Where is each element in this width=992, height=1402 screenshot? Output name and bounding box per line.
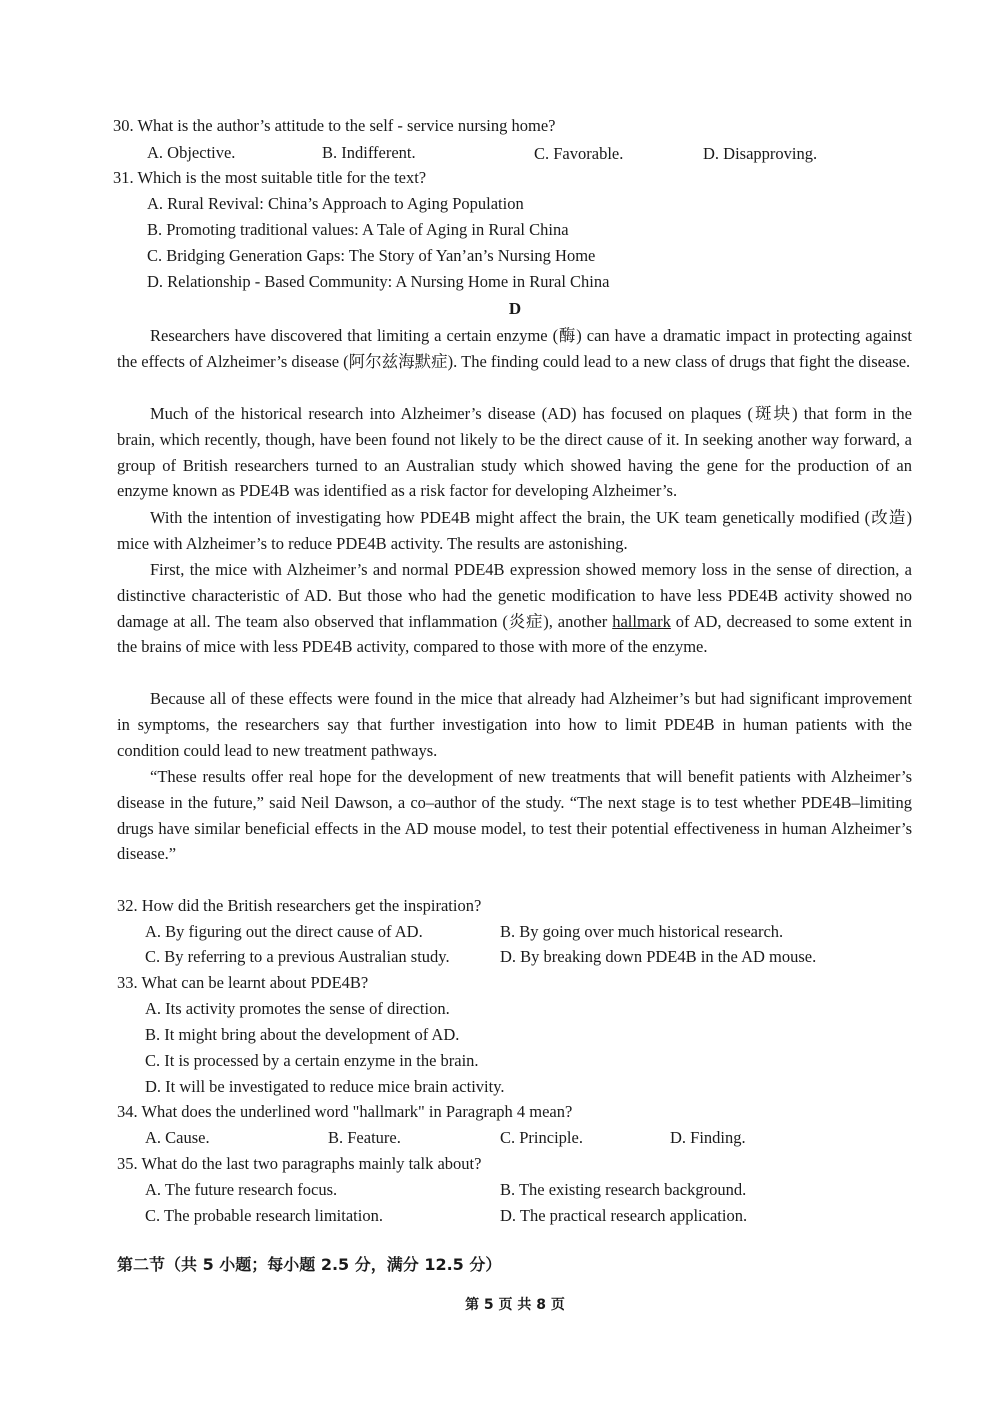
paragraph-3-text: With the intention of investigating how PDE4B might affect the brain, the UK team genetically modified (改造) mice with Alzheimer’s to reduce PDE4B activity. The results are astonishing. (117, 508, 912, 553)
question-34-option-b: B. Feature. (328, 1128, 401, 1147)
question-33-option-c: C. It is processed by a certain enzyme in the brain. (145, 1051, 479, 1070)
question-35-option-a: A. The future research focus. (145, 1180, 338, 1199)
question-34-stem: 34. What does the underlined word "hallmark" in Paragraph 4 mean? (117, 1102, 573, 1121)
question-33-option-a: A. Its activity promotes the sense of direction. (145, 999, 450, 1018)
question-32-option-b: B. By going over much historical research. (500, 922, 784, 941)
question-32-stem: 32. How did the British researchers get the inspiration? (117, 896, 482, 915)
question-30-option-d: D. Disapproving. (703, 144, 818, 163)
passage-paragraph-3 (117, 505, 912, 557)
question-32-option-a: A. By figuring out the direct cause of AD. (145, 922, 423, 941)
paragraph-2-text: Much of the historical research into Alzheimer’s disease (AD) has focused on plaques (斑块) that form in the brain, which recently, though, have been found not likely to be the direct cause of it. In seeking another way forward, a group of British researchers turned to an Australian study which showed having the gene for the production of an enzyme known as PDE4B was identified as a risk factor for developing Alzheimer’s. (117, 404, 912, 501)
section-header: 第二节（共 5 小题；每小题 2.5 分，满分 12.5 分） (117, 1255, 502, 1274)
passage-paragraph-4 (117, 557, 912, 660)
question-34-option-d: D. Finding. (670, 1128, 746, 1147)
page-number: 第 5 页 共 8 页 (465, 1297, 565, 1313)
question-30-stem: 30. What is the author’s attitude to the self - service nursing home? (113, 116, 556, 135)
paragraph-1-text: Researchers have discovered that limiting a certain enzyme (酶) can have a dramatic impact in protecting against the effects of Alzheimer’s disease (阿尔兹海默症). The finding could lead to a new class of drugs that fight the disease. (117, 326, 912, 371)
paragraph-6-text: “These results offer real hope for the development of new treatments that will benefit patients with Alzheimer’s disease in the future,” said Neil Dawson, a co–author of the study. “The next stage is to test whether PDE4B–limiting drugs have similar beneficial effects in the AD mouse model, to test their potential effectiveness in human Alzheimer’s disease.” (117, 767, 912, 864)
question-32-option-d: D. By breaking down PDE4B in the AD mouse. (500, 947, 817, 966)
question-31-option-b: B. Promoting traditional values: A Tale of Aging in Rural China (147, 220, 569, 239)
question-30-option-c: C. Favorable. (534, 144, 624, 163)
question-33-option-b: B. It might bring about the development of AD. (145, 1025, 460, 1044)
question-33-option-d: D. It will be investigated to reduce mice brain activity. (145, 1077, 505, 1096)
passage-paragraph-6 (117, 764, 912, 867)
passage-paragraph-5 (117, 686, 912, 763)
paragraph-4-text-before: First, the mice with Alzheimer’s and normal PDE4B expression showed memory loss in the sense of direction, a distinctive characteristic of AD. But those who had the genetic modification to have less PDE4B activity showed no damage at all. The team also observed that inflammation (炎症), another (117, 560, 912, 631)
question-30-option-b: B. Indifferent. (322, 143, 416, 162)
passage-paragraph-1 (117, 323, 912, 375)
passage-paragraph-2 (117, 401, 912, 504)
passage-heading: D (508, 299, 522, 318)
paragraph-5-text: Because all of these effects were found in the mice that already had Alzheimer’s but had significant improvement in symptoms, the researchers say that further investigation into how to limit PDE4B in human patients with the condition could lead to new treatment pathways. (117, 689, 912, 760)
question-35-option-b: B. The existing research background. (500, 1180, 747, 1199)
question-34-option-a: A. Cause. (145, 1128, 210, 1147)
question-34-option-c: C. Principle. (500, 1128, 583, 1147)
question-33-stem: 33. What can be learnt about PDE4B? (117, 973, 369, 992)
underlined-word-hallmark: hallmark (612, 611, 671, 631)
question-31-option-c: C. Bridging Generation Gaps: The Story of Yan’an’s Nursing Home (147, 246, 596, 265)
question-31-option-a: A. Rural Revival: China’s Approach to Aging Population (147, 194, 524, 213)
question-30-option-a: A. Objective. (147, 143, 236, 162)
question-31-option-d: D. Relationship - Based Community: A Nursing Home in Rural China (147, 272, 610, 291)
question-35-option-d: D. The practical research application. (500, 1206, 748, 1225)
question-35-option-c: C. The probable research limitation. (145, 1206, 383, 1225)
paragraph-4-text-after: of AD, decreased to some extent in the brains of mice with less PDE4B activity, compared to those with more of the enzyme. (117, 611, 912, 657)
question-31-stem: 31. Which is the most suitable title for the text? (113, 168, 427, 187)
question-32-option-c: C. By referring to a previous Australian study. (145, 947, 450, 966)
question-35-stem: 35. What do the last two paragraphs mainly talk about? (117, 1154, 482, 1173)
